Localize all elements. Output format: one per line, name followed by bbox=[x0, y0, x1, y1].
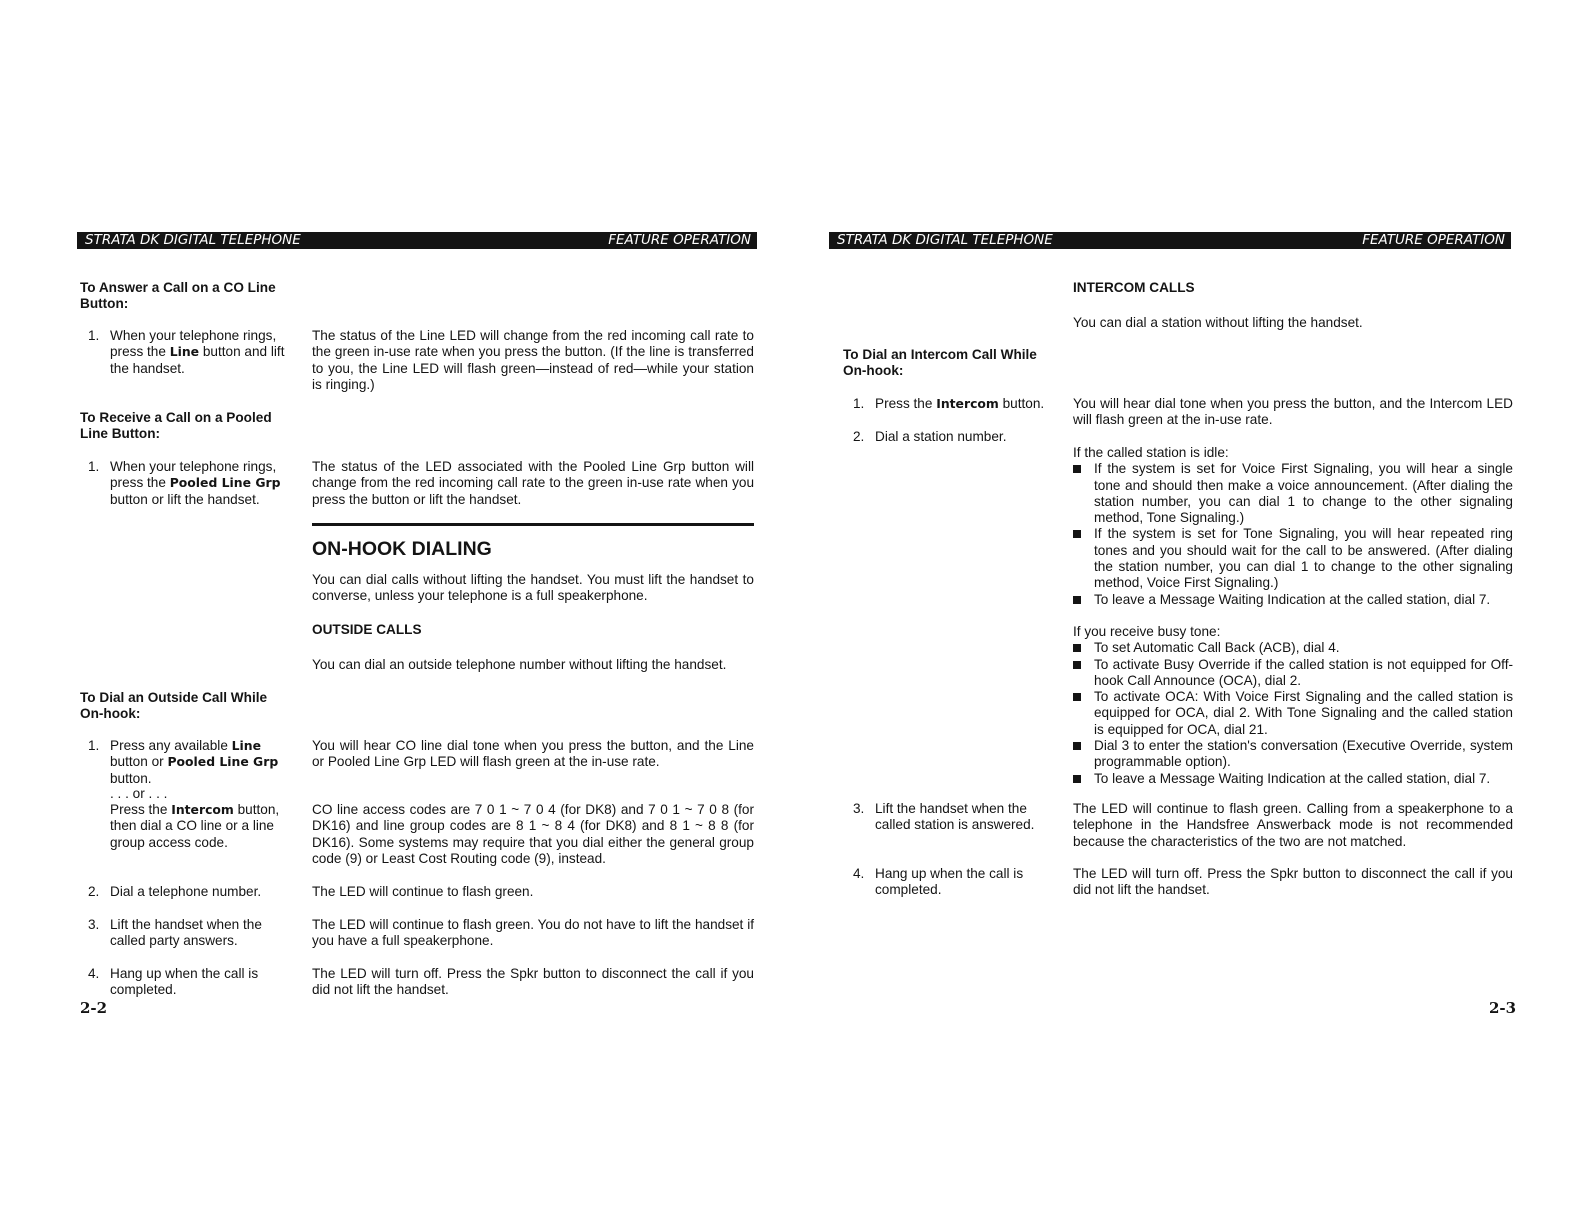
right-header-section: FEATURE OPERATION bbox=[1362, 232, 1505, 248]
intercom-key-label: Intercom bbox=[171, 802, 234, 817]
dial-outside-step-1: 1. Press any available Line button or Pooled Line Grp button. bbox=[88, 738, 279, 786]
dial-outside-step-4-desc: The LED will turn off. Press the Spkr button to disconnect the call if you did not lift the handset. bbox=[312, 966, 754, 998]
line-key-label: Line bbox=[169, 344, 200, 360]
dial-outside-step-2: 2. Dial a telephone number. bbox=[88, 884, 262, 899]
list-item: To activate OCA: With Voice First Signaling and the called station is equipped for OCA, dial 2. With Tone Signaling and the called station is equipped for OCA, dial 21. bbox=[1070, 689, 1513, 738]
bullet-icon bbox=[1070, 592, 1094, 608]
left-header-section: FEATURE OPERATION bbox=[608, 232, 751, 248]
receive-pooled-step-1: 1. When your telephone rings, press the Pooled Line Grp button or lift the handset. bbox=[88, 459, 281, 507]
intercom-calls-intro: You can dial a station without lifting the handset. bbox=[1073, 315, 1363, 330]
bullet-icon bbox=[1070, 640, 1094, 656]
list-item: To leave a Message Waiting Indication at the called station, dial 7. bbox=[1070, 592, 1513, 608]
pooled-line-grp-key-label: Pooled Line Grp bbox=[169, 475, 281, 491]
outside-calls-heading: OUTSIDE CALLS bbox=[312, 622, 422, 637]
bullet-icon bbox=[1070, 738, 1094, 771]
bullet-icon bbox=[1070, 771, 1094, 787]
dial-intercom-step-3-desc: The LED will continue to flash green. Calling from a speakerphone to a telephone in the Handsfree Answerback mode is not recommended because the characteristics of the two are not matched. bbox=[1073, 801, 1513, 849]
list-item: If the system is set for Voice First Signaling, you will hear a single tone and should then make a voice announcement. (After dialing the station number, you can dial 1 to change to the other signaling method, Tone Signaling.) bbox=[1070, 461, 1513, 526]
right-page-number: 2-3 bbox=[1489, 999, 1517, 1017]
dial-outside-step-1-desc: You will hear CO line dial tone when you press the button, and the Line or Pooled Line Grp LED will flash green at the in-use rate. bbox=[312, 738, 754, 770]
dial-outside-alt-desc: CO line access codes are 7 0 1 ~ 7 0 4 (for DK8) and 7 0 1 ~ 7 0 8 (for DK16) and line group codes are 8 1 ~ 8 4 (for DK8) and 8 1 ~ 8 8 (for DK16). Some systems may require that you dial either the general group code (9) or Least Cost Routing code (9), instead. bbox=[312, 802, 754, 866]
bullet-icon bbox=[1070, 526, 1094, 591]
busy-tone-heading: If you receive busy tone: bbox=[1073, 624, 1221, 639]
list-item: To activate Busy Override if the called station is not equipped for Off-hook Call Announce (OCA), dial 2. bbox=[1070, 657, 1513, 690]
answer-co-step-1: 1. When your telephone rings, press the Line button and lift the handset. bbox=[88, 328, 285, 376]
dial-outside-step-2-desc: The LED will continue to flash green. bbox=[312, 884, 534, 899]
dial-intercom-step-1-desc: You will hear dial tone when you press the button, and the Intercom LED will flash green at the in-use rate. bbox=[1073, 396, 1513, 428]
idle-station-heading: If the called station is idle: bbox=[1073, 445, 1229, 460]
dial-outside-step-3-desc: The LED will continue to flash green. You do not have to lift the handset if you have a full speakerphone. bbox=[312, 917, 754, 949]
intercom-key-label: Intercom bbox=[936, 396, 999, 411]
dial-outside-step-3: 3. Lift the handset when the called party answers. bbox=[88, 917, 262, 949]
bullet-icon bbox=[1070, 657, 1094, 690]
answer-co-heading: To Answer a Call on a CO Line Button: bbox=[80, 280, 276, 312]
bullet-icon bbox=[1070, 689, 1094, 738]
idle-station-block bbox=[1073, 445, 1513, 608]
outside-calls-intro: You can dial an outside telephone number without lifting the handset. bbox=[312, 657, 727, 672]
dial-intercom-step-3: 3. Lift the handset when the called station is answered. bbox=[853, 801, 1035, 833]
onhook-dialing-heading: ON-HOOK DIALING bbox=[312, 538, 492, 560]
or-separator: . . . or . . . bbox=[110, 786, 168, 801]
dial-outside-heading: To Dial an Outside Call While On-hook: bbox=[80, 690, 268, 722]
list-item: If the system is set for Tone Signaling, you will hear repeated ring tones and you should wait for the call to be answered. (After dialing the station number, you can dial 1 to change to the other signaling method, Voice First Signaling.) bbox=[1070, 526, 1513, 591]
section-divider bbox=[312, 523, 754, 526]
list-item: To set Automatic Call Back (ACB), dial 4. bbox=[1070, 640, 1513, 656]
right-page-header bbox=[829, 232, 1511, 249]
dial-outside-step-4: 4. Hang up when the call is completed. bbox=[88, 966, 259, 998]
receive-pooled-heading: To Receive a Call on a Pooled Line Button: bbox=[80, 410, 272, 442]
dial-intercom-step-1: 1. Press the Intercom button. bbox=[853, 396, 1045, 411]
list-item: To leave a Message Waiting Indication at the called station, dial 7. bbox=[1070, 771, 1513, 787]
pooled-line-grp-key-label: Pooled Line Grp bbox=[167, 754, 279, 770]
receive-pooled-desc: The status of the LED associated with the Pooled Line Grp button will change from the red incoming call rate to the green in-use rate when you press the button or lift the handset. bbox=[312, 459, 754, 507]
dial-intercom-step-4-desc: The LED will turn off. Press the Spkr button to disconnect the call if you did not lift the handset. bbox=[1073, 866, 1513, 898]
dial-intercom-step-2: 2. Dial a station number. bbox=[853, 429, 1007, 444]
dial-intercom-heading: To Dial an Intercom Call While On-hook: bbox=[843, 347, 1037, 379]
dial-intercom-step-4: 4. Hang up when the call is completed. bbox=[853, 866, 1024, 898]
left-header-title: STRATA DK DIGITAL TELEPHONE bbox=[85, 232, 301, 248]
busy-tone-block bbox=[1073, 624, 1513, 787]
answer-co-desc: The status of the Line LED will change from the red incoming call rate to the green in-use rate when you press the button. (If the line is transferred to you, the Line LED will flash green—instead of red—while your station is ringing.) bbox=[312, 328, 754, 392]
onhook-dialing-intro: You can dial calls without lifting the handset. You must lift the handset to converse, unless your telephone is a full speakerphone. bbox=[312, 572, 754, 604]
right-header-title: STRATA DK DIGITAL TELEPHONE bbox=[837, 232, 1053, 248]
intercom-calls-heading: INTERCOM CALLS bbox=[1073, 280, 1195, 295]
bullet-icon bbox=[1070, 461, 1094, 526]
left-page-header bbox=[77, 232, 757, 249]
line-key-label: Line bbox=[231, 738, 262, 753]
left-page-number: 2-2 bbox=[80, 999, 108, 1017]
list-item: Dial 3 to enter the station's conversation (Executive Override, system programmable option). bbox=[1070, 738, 1513, 771]
dial-outside-alt: Press the Intercom button, then dial a CO line or a line group access code. bbox=[110, 802, 280, 850]
